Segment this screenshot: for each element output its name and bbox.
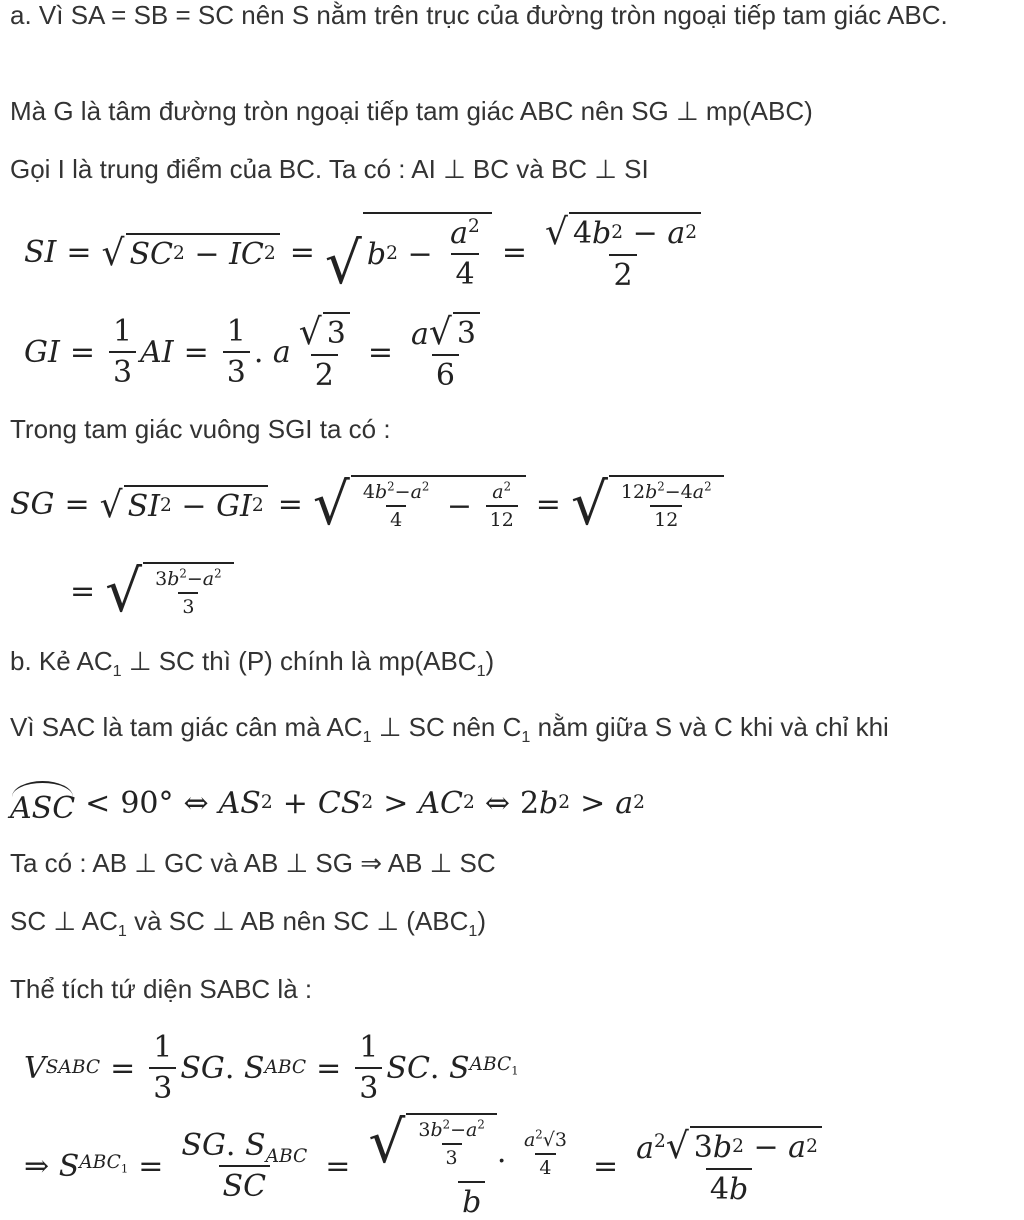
paragraph-isosceles: [10, 708, 1014, 746]
subscript: 1: [521, 728, 531, 747]
text: Vì SAC là tam giác cân mà AC: [10, 712, 363, 742]
text: và SC ⊥ AB nên SC ⊥ (ABC: [126, 906, 469, 936]
text: ): [485, 646, 495, 676]
formula-sg-2: = √ $\frac{3b^2-a^2}{3}$: [70, 552, 234, 630]
formula-angle-condition: ASC < 90° ⇔ AS 2 + CS 2 > AC 2 ⇔ 2 b 2 > a 2: [10, 776, 645, 830]
text: ⊥ SC nên C: [371, 712, 522, 742]
formula-area-abc1: ⇒ S $ABC_1$ = $\frac{SG. S_{ABC}}{SC}$ = √ $\frac{3b^2-a^2}{3}$ . $\frac{a^2√3}{4}$ b = $a^2$ √ 3 b 2 − a 2 4b: [24, 1116, 830, 1216]
paragraph-sgi: Trong tam giác vuông SGI ta có :: [10, 414, 391, 444]
paragraph-ab-sc: Ta có : AB ⊥ GC và AB ⊥ SG ⇒ AB ⊥ SC: [10, 848, 496, 878]
paragraph-intro: a. Vì SA = SB = SC nên S nằm trên trục của đường tròn ngoại tiếp tam giác ABC.: [10, 0, 948, 30]
paragraph-plane-p: [10, 642, 1014, 680]
formula-sg-1: SG = √ SI 2 − GI 2 = √ $\frac{4b^2-a^2}{4}$ − $\frac{a^2}{12}$ = √ $\frac{12b^2-4a^2}{12}$: [10, 462, 724, 546]
text: nằm giữa S và C khi và chỉ khi: [530, 712, 889, 742]
paragraph-sg-perpendicular: Mà G là tâm đường tròn ngoại tiếp tam giác ABC nên SG ⊥ mp(ABC): [10, 96, 813, 126]
subscript: 1: [476, 662, 486, 681]
paragraph-volume: Thể tích tứ diện SABC là :: [10, 974, 313, 1004]
subscript: 1: [117, 922, 127, 941]
formula-gi: GI = $\frac{1}{3}$ AI = $\frac{1}{3}$ . a √ 3 2 = a √ 3 6: [24, 308, 488, 396]
formula-si: SI = √ SC 2 − IC 2 = √ b 2 − $\frac{a^2}{4}$ = √ 4 b 2 − a 2 2: [24, 206, 709, 298]
paragraph-midpoint: Gọi I là trung điểm của BC. Ta có : AI ⊥ BC và BC ⊥ SI: [10, 154, 649, 184]
sqrt-sc-ic: √ SC 2 − IC 2: [102, 233, 280, 272]
text: b. Kẻ AC: [10, 646, 113, 676]
subscript: 1: [468, 922, 478, 941]
sqrt-b-a: √ b 2 − $\frac{a^2}{4}$: [325, 212, 492, 292]
subscript: 1: [112, 662, 122, 681]
text: ⊥ SC thì (P) chính là mp(ABC: [121, 646, 477, 676]
text: ): [477, 906, 487, 936]
subscript: 1: [362, 728, 372, 747]
paragraph-sc-perp: [10, 902, 1014, 940]
text: SC ⊥ AC: [10, 906, 118, 936]
formula-volume: V SABC = $\frac{1}{3}$ SG . S ABC = $\frac{1}{3}$ SC . S $ABC_1$: [24, 1030, 519, 1106]
